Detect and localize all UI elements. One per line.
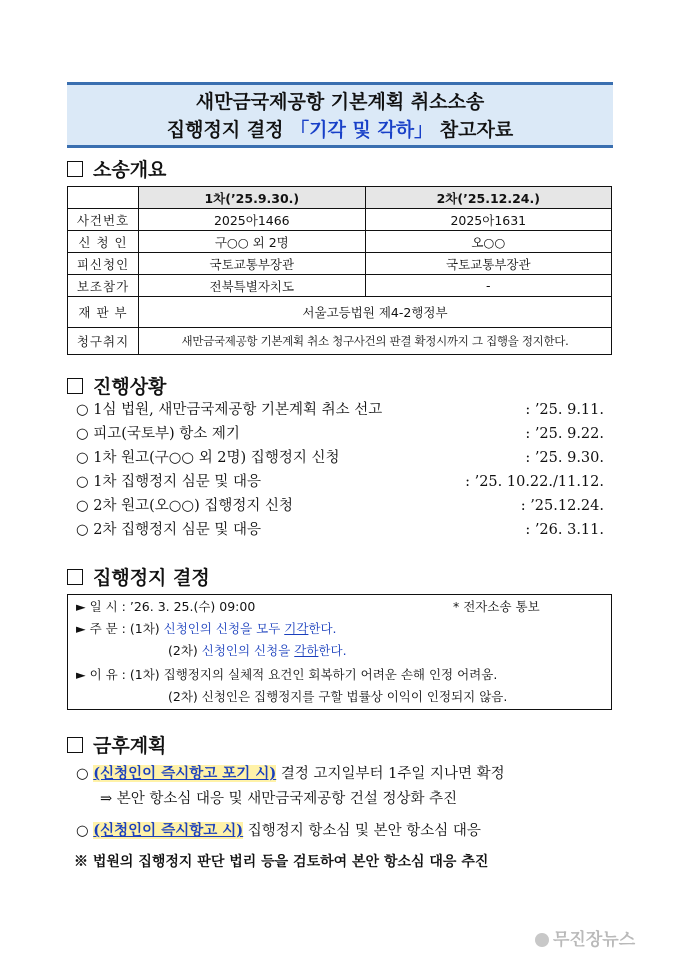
decision-reason-1: ► 이 유 : (1차) 집행정지의 실체적 요건인 회복하기 어려운 손해 인정 어려움. [76,667,498,682]
decision-date-note: * 전자소송 통보 [453,599,540,614]
summary-table [67,186,612,355]
watermark-logo-icon [535,933,549,947]
table-row: 청구취지 새만금국제공항 기본계획 취소 청구사건의 판결 확정시까지 그 집행을 정지한다. [68,328,612,355]
table-row: 신 청 인 구○○ 외 2명 오○○ [68,231,612,253]
list-item: ○ 1차 원고(구○○ 외 2명) 집행정지 신청 : ’25. 9.30. [76,450,604,466]
list-item: ○ 피고(국토부) 항소 제기 : ’25. 9.22. [76,426,604,442]
title-line-1: 새만금국제공항 기본계획 취소소송 [195,91,485,113]
list-item: ○ 2차 원고(오○○) 집행정지 신청 : ’25.12.24. [76,498,604,514]
decision-date: ► 일 시 : ’26. 3. 25.(수) 09:00 [76,599,256,614]
title-line-2: 집행정지 결정 「기각 및 각하」 참고자료 [166,119,514,141]
table-row: 사건번호 2025아1466 2025아1631 [68,209,612,231]
plan-item-1-condition: (신청인이 즉시항고 포기 시) [93,765,277,782]
section-overview-heading: 소송개요 [67,155,166,182]
summary-col-1: 1차(’25.9.30.) [139,187,366,209]
table-row: 재 판 부 서울고등법원 제4-2행정부 [68,297,612,328]
plan-note: ※ 법원의 집행정지 판단 법리 등을 검토하여 본안 항소심 대응 추진 [74,854,489,870]
list-item: ○ 2차 집행정지 심문 및 대응 : ’26. 3.11. [76,522,604,538]
list-item: ○ 1차 집행정지 심문 및 대응 : ’25. 10.22./11.12. [76,474,604,490]
plan-item-2: ○ (신청인이 즉시항고 시) 집행정지 항소심 및 본안 항소심 대응 [76,822,481,839]
table-row: 피신청인 국토교통부장관 국토교통부장관 [68,253,612,275]
decision-box [67,594,612,710]
checkbox-square-icon [67,569,83,585]
summary-header-row [68,187,612,209]
decision-main-1: ► 주 문 : (1차) 신청인의 신청을 모두 기각한다. [76,621,337,636]
section-progress-heading: 진행상황 [67,372,166,399]
title-box [67,82,613,148]
title-highlight: 「기각 및 각하」 [290,119,434,141]
summary-col-2: 2차(’25.12.24.) [365,187,611,209]
checkbox-square-icon [67,737,83,753]
table-row: 보조참가 전북특별자치도 - [68,275,612,297]
section-plan-heading: 금후계획 [67,731,166,758]
section-decision-heading: 집행정지 결정 [67,563,210,590]
plan-item-2-condition: (신청인이 즉시항고 시) [93,822,244,839]
checkbox-square-icon [67,378,83,394]
decision-main-2: (2차) 신청인의 신청을 각하한다. [168,643,347,658]
list-item: ○ 1심 법원, 새만금국제공항 기본계획 취소 선고 : ’25. 9.11. [76,402,604,418]
progress-list [76,398,616,542]
decision-reason-2: (2차) 신청인은 집행정지를 구할 법률상 이익이 인정되지 않음. [168,689,508,704]
checkbox-square-icon [67,161,83,177]
plan-item-1: ○ (신청인이 즉시항고 포기 시) 결정 고지일부터 1주일 지나면 확정 [76,765,505,782]
plan-item-1-result: ⇒ 본안 항소심 대응 및 새만금국제공항 건설 정상화 추진 [100,791,458,807]
watermark: 무진장뉴스 [535,925,635,950]
